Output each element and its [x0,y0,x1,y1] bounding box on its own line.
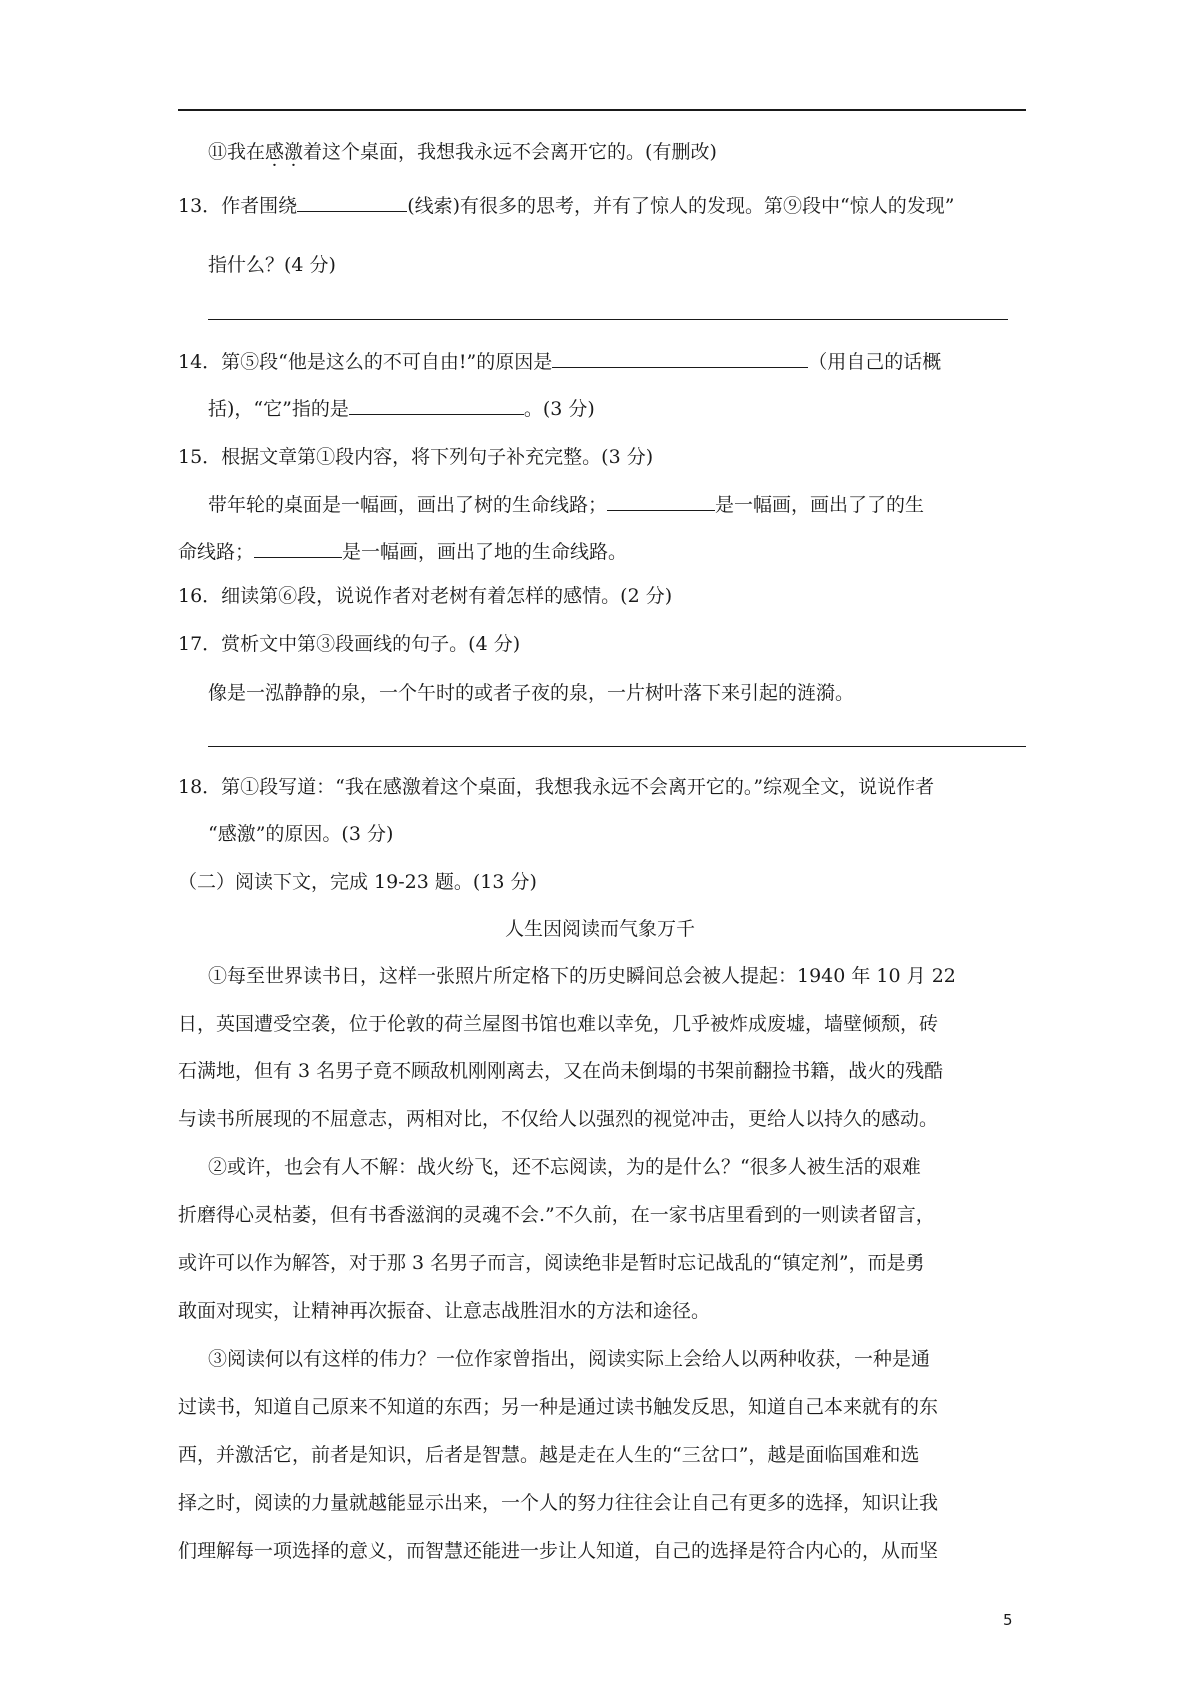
question-14-line-2 [208,395,595,422]
fill-blank[interactable] [552,348,808,368]
fill-blank[interactable] [607,491,715,511]
question-17-line-1: 17．赏析文中第③段画线的句子。(4 分) [178,633,521,655]
article-line: 或许可以作为解答，对于那 3 名男子而言，阅读绝非是暂时忘记战乱的“镇定剂”，而是勇 [178,1252,925,1274]
fill-blank[interactable] [349,395,524,415]
article-line: 择之时，阅读的力量就越能显示出来，一个人的努力往往会让自己有更多的选择，知识让我 [178,1492,939,1514]
article-line: 石满地，但有 3 名男子竟不顾敌机刚刚离去，又在尚未倒塌的书架前翻捡书籍，战火的残酷 [178,1060,944,1082]
question-17-quote: 像是一泓静静的泉，一个午时的或者子夜的泉，一片树叶落下来引起的涟漪。 [208,682,855,704]
section-2-heading: （二）阅读下文，完成 19-23 题。(13 分) [178,871,537,893]
question-15-line-3 [178,538,627,565]
question-15-text: 带年轮的桌面是一幅画，画出了树的生命线路； [208,494,608,516]
question-14-text: 括)，“它”指的是 [208,398,349,420]
article-line: ②或许，也会有人不解：战火纷飞，还不忘阅读，为的是什么？“很多人被生活的艰难 [208,1156,921,1178]
article-line: ③阅读何以有这样的伟力？一位作家曾指出，阅读实际上会给人以两种收获，一种是通 [208,1348,931,1370]
fill-blank[interactable] [297,192,407,212]
answer-line[interactable] [208,746,1026,747]
paragraph-11-text-start: ⑪我在 [208,141,266,163]
article-title: 人生因阅读而气象万千 [504,918,695,940]
paragraph-11 [208,139,717,165]
question-14-text: 。(3 分) [523,398,595,420]
article-line: 折磨得心灵枯萎，但有书香滋润的灵魂不会.”不久前，在一家书店里看到的一则读者留言， [178,1204,935,1226]
question-15-line-2 [208,491,924,518]
fill-blank[interactable] [254,538,342,558]
question-16-line-1: 16．细读第⑥段，说说作者对老树有着怎样的感情。(2 分) [178,585,673,607]
question-15-line-1: 15．根据文章第①段内容，将下列句子补充完整。(3 分) [178,446,654,468]
question-15-text: 命线路； [178,541,255,563]
question-14-text: 14．第⑤段“他是这么的不可自由!”的原因是 [178,351,553,373]
article-line: 日，英国遭受空袭，位于伦敦的荷兰屋图书馆也难以幸免，几乎被炸成废墟，墙壁倾颓，砖 [178,1013,939,1035]
article-line: 与读书所展现的不屈意志，两相对比，不仅给人以强烈的视觉冲击，更给人以持久的感动。 [178,1108,939,1130]
question-15-text: 是一幅画，画出了地的生命线路。 [342,541,628,563]
question-13-line-2: 指什么？(4 分) [208,254,336,276]
paragraph-11-text-end: 着这个桌面，我想我永远不会离开它的。(有删改) [303,141,717,163]
page-number: 5 [1003,1611,1013,1629]
header-rule [178,109,1026,111]
article-line: 西，并激活它，前者是知识，后者是智慧。越是走在人生的“三岔口”，越是面临国难和选 [178,1444,920,1466]
dotted-char: 激 [284,141,304,163]
question-18-line-2: “感激”的原因。(3 分) [208,823,394,845]
question-13-text: (线索)有很多的思考，并有了惊人的发现。第⑨段中“惊人的发现” [407,195,955,217]
answer-line[interactable] [208,319,1008,320]
question-13-text: 13．作者围绕 [178,195,298,217]
article-line: 敢面对现实，让精神再次振奋、让意志战胜泪水的方法和途径。 [178,1300,711,1322]
question-14-line-1 [178,348,941,375]
question-13-line-1 [178,192,954,219]
dotted-char: 感 [265,141,285,163]
question-18-line-1: 18．第①段写道：“我在感激着这个桌面，我想我永远不会离开它的。”综观全文，说说作者 [178,776,935,798]
article-line: 过读书，知道自己原来不知道的东西；另一种是通过读书触发反思，知道自己本来就有的东 [178,1396,939,1418]
article-line: ①每至世界读书日，这样一张照片所定格下的历史瞬间总会被人提起：1940 年 10 月 22 [208,965,956,987]
article-line: 们理解每一项选择的意义，而智慧还能进一步让人知道，自己的选择是符合内心的，从而坚 [178,1540,939,1562]
question-15-text: 是一幅画，画出了了的生 [715,494,925,516]
question-14-text: （用自己的话概 [808,351,942,373]
